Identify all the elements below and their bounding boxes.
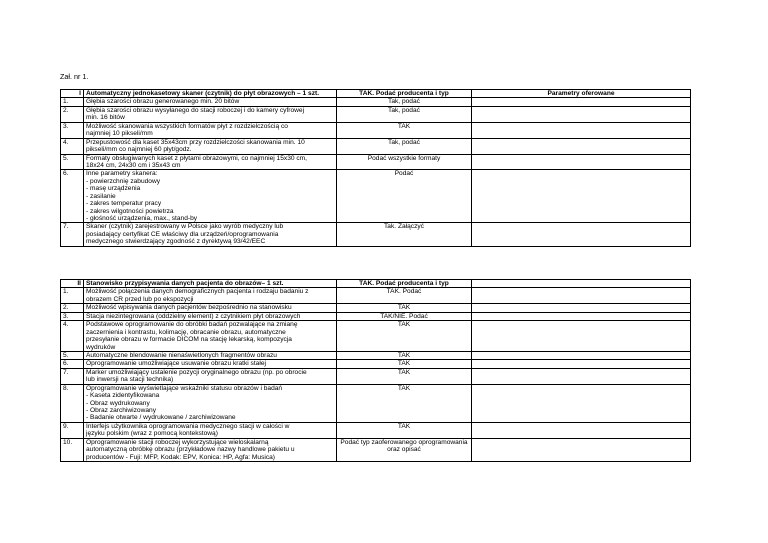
table-header-row — [61, 90, 691, 98]
table-row — [61, 360, 691, 368]
row-number: 6. — [61, 170, 84, 223]
table-row — [61, 170, 691, 223]
description-line: 18x24 cm, 24x30 cm i 35x43 cm — [86, 161, 181, 169]
offered-parameter-cell[interactable] — [472, 170, 691, 223]
row-requirement: TAK — [337, 321, 472, 352]
description-line: Głębia szarości obrazu generowanego min. 20 bitów — [86, 98, 240, 106]
offered-parameter-cell[interactable] — [472, 154, 691, 170]
offered-parameter-cell[interactable] — [472, 106, 691, 122]
row-requirement: Tak, podać — [337, 106, 472, 122]
description-line: posiadający certyfikat CE właściwy dla urządzeń/oprogramowania — [86, 230, 279, 238]
description-line: przesyłanie obrazu w formacie DICOM na stację lekarską, kompozycja — [86, 336, 292, 344]
offered-parameter-cell[interactable] — [472, 422, 691, 438]
table-row — [61, 98, 691, 106]
scanner-spec-table — [60, 89, 691, 247]
row-requirement: TAK/NIE. Podać — [337, 312, 472, 320]
section-title: Automatyczny jednokasetowy skaner (czytnik) do płyt obrazowych – 1 szt. — [84, 90, 337, 98]
table-row — [61, 438, 691, 461]
table-row — [61, 154, 691, 170]
row-requirement: Tak, podać — [337, 98, 472, 106]
row-number: 3. — [61, 312, 84, 320]
description-line: Podstawowe oprogramowanie do obróbki badań pozwalające na zmianę — [86, 321, 298, 329]
description-line: Oprogramowanie stacji roboczej wykorzystujące wieloskalarną — [86, 438, 269, 446]
row-number: 7. — [61, 223, 84, 246]
description-line: Głębia szarości obrazu wysyłanego do stacji roboczej i do kamery cyfrowej — [86, 106, 305, 114]
description-line: - zakres wilgotności powietrza — [86, 207, 174, 215]
row-description — [84, 138, 337, 154]
row-description — [84, 438, 337, 461]
row-number: 9. — [61, 422, 84, 438]
section-title: Stanowisko przypisywania danych pacjenta do obrazów– 1 szt. — [84, 280, 337, 288]
table-row — [61, 384, 691, 422]
row-description — [84, 368, 337, 384]
description-line: medycznego stwierdzający zgodność z dyrektywą 93/42/EEC — [86, 238, 266, 246]
offered-parameter-cell[interactable] — [472, 321, 691, 352]
description-line: - Obraz zarchiwizowany — [86, 407, 156, 414]
row-description — [84, 223, 337, 246]
description-line: Oprogramowanie umożliwiające usuwanie obrazu kratki stałej — [86, 360, 266, 368]
offered-parameters-header: Parametry oferowane — [472, 90, 691, 98]
row-number: 2. — [61, 304, 84, 312]
offered-parameter-cell[interactable] — [472, 304, 691, 312]
description-line: zaczernienia i kontrastu, kolimację, obracanie obrazu, automatyczne — [86, 328, 286, 336]
offered-parameter-cell[interactable] — [472, 351, 691, 359]
row-requirement: Tak. Załączyć — [337, 223, 472, 246]
description-line: Formaty obsługiwanych kaset z płytami obrazowymi, co najmniej 15x30 cm, — [86, 154, 307, 162]
row-description — [84, 304, 337, 312]
description-line: Oprogramowanie wyświetlające wskaźniki statusu obrazów i badań — [86, 384, 283, 392]
description-line: wydruków — [86, 343, 116, 351]
row-description — [84, 351, 337, 359]
description-line: Przepustowość dla kaset 35x43cm przy rozdzielczości skanowania min. 10 — [86, 138, 305, 146]
row-requirement: TAK — [337, 384, 472, 422]
row-number: 5. — [61, 351, 84, 359]
offered-parameter-cell[interactable] — [472, 223, 691, 246]
row-number: 4. — [61, 321, 84, 352]
row-number: 1. — [61, 98, 84, 106]
row-requirement: TAK — [337, 422, 472, 438]
row-description — [84, 288, 337, 304]
table-row — [61, 223, 691, 246]
row-description — [84, 170, 337, 223]
row-number: 2. — [61, 106, 84, 122]
section-number: I — [61, 90, 84, 98]
description-line: - zasilanie — [86, 192, 116, 200]
offered-parameter-cell[interactable] — [472, 122, 691, 138]
description-line: producentów - Fuji: MFP, Kodak: EPV, Konica: HP, Agfa: Musica) — [86, 453, 275, 461]
row-number: 3. — [61, 122, 84, 138]
table-row — [61, 312, 691, 320]
row-requirement: TAK — [337, 304, 472, 312]
offered-parameters-cell — [472, 280, 691, 288]
row-description — [84, 384, 337, 422]
row-description — [84, 122, 337, 138]
description-line: Skaner (czytnik) zarejestrowany w Polsce jako wyrób medyczny lub — [86, 223, 284, 231]
table-row — [61, 304, 691, 312]
offered-parameter-cell[interactable] — [472, 98, 691, 106]
description-line: Marker umożliwiający ustalenie pozycji oryginalnego obrazu (np. po obrocie — [86, 368, 307, 376]
row-requirement: TAK — [337, 368, 472, 384]
offered-parameter-cell[interactable] — [472, 368, 691, 384]
section-number: II — [61, 280, 84, 288]
row-requirement: TAK. Podać — [337, 288, 472, 304]
description-line: Możliwość skanowania wszystkich formatów płyt z rozdzielczością co — [86, 122, 288, 130]
description-line: min. 16 bitów — [86, 114, 125, 122]
description-line: - Obraz wydrukowany — [86, 399, 150, 407]
description-line: Automatyczne blendowanie nienaświetlonych fragmentów obrazu — [86, 351, 277, 359]
row-requirement: TAK — [337, 360, 472, 368]
description-line: języku polskim (wraz z pomocą kontekstową) — [86, 430, 218, 438]
description-line: pikseli/mm co najmniej 60 płyt/godz. — [86, 146, 192, 154]
table-row — [61, 422, 691, 438]
description-line: Możliwość wpisywania danych pacjentów bezpośrednio na stanowisku — [86, 304, 292, 312]
table-row — [61, 288, 691, 304]
table-row — [61, 106, 691, 122]
row-description — [84, 98, 337, 106]
description-line: najmniej 10 pikseli/mm — [86, 130, 153, 138]
description-line: - powierzchnię zabudowy — [86, 177, 161, 185]
row-number: 8. — [61, 384, 84, 422]
row-requirement: Tak, podać — [337, 138, 472, 154]
row-requirement: Podać wszystkie formaty — [337, 154, 472, 170]
row-number: 1. — [61, 288, 84, 304]
offered-parameter-cell[interactable] — [472, 138, 691, 154]
requirement-header: TAK. Podać producenta i typ — [337, 280, 472, 288]
offered-parameter-cell[interactable] — [472, 360, 691, 368]
row-number: 7. — [61, 368, 84, 384]
table-row — [61, 351, 691, 359]
description-line: - zakres temperatur pracy — [86, 200, 162, 208]
description-line: Możliwość połączenia danych demograficznych pacjenta i rodzaju badaniu z — [86, 288, 309, 296]
row-requirement: TAK — [337, 351, 472, 359]
description-line: - masę urządzenia — [86, 185, 141, 193]
description-line: obrazem CR przed lub po ekspozycji — [86, 295, 194, 303]
description-line: - Badanie otwarte / wydrukowane / zarchiwizowane — [86, 414, 236, 422]
description-line: lub inwersji na stacji technika) — [86, 376, 174, 384]
offered-parameter-cell[interactable] — [472, 438, 691, 461]
attachment-label: Zał. nr 1. — [60, 72, 89, 81]
description-line: - głośność urządzenia, max., stand-by — [86, 215, 198, 222]
description-line: Stacja niezintegrowana (oddzielny element) z czytnikiem płyt obrazowych — [86, 312, 301, 320]
row-description — [84, 360, 337, 368]
table-row — [61, 122, 691, 138]
table-row — [61, 138, 691, 154]
row-requirement: Podać — [337, 170, 472, 223]
row-number: 5. — [61, 154, 84, 170]
requirement-header: TAK. Podać producenta i typ — [337, 90, 472, 98]
row-requirement: Podać typ zaoferowanego oprogramowania oraz opisać — [337, 438, 472, 461]
offered-parameter-cell[interactable] — [472, 312, 691, 320]
row-description — [84, 154, 337, 170]
row-number: 4. — [61, 138, 84, 154]
offered-parameter-cell[interactable] — [472, 288, 691, 304]
row-number: 10. — [61, 438, 84, 461]
row-requirement: TAK — [337, 122, 472, 138]
row-description — [84, 321, 337, 352]
description-line: Interfejs użytkownika oprogramowania medycznego stacji w całości w — [86, 422, 290, 430]
description-line: Inne parametry skanera: — [86, 170, 158, 178]
description-line: - Kaseta zidentyfikowana — [86, 392, 160, 400]
table-header-row — [61, 280, 691, 288]
row-description — [84, 312, 337, 320]
row-number: 6. — [61, 360, 84, 368]
row-description — [84, 422, 337, 438]
station-spec-table — [60, 279, 691, 462]
table-row — [61, 321, 691, 352]
row-description — [84, 106, 337, 122]
table-row — [61, 368, 691, 384]
description-line: automatyczną obróbkę obrazu (przykładowe nazwy handlowe pakietu u — [86, 446, 295, 454]
offered-parameter-cell[interactable] — [472, 384, 691, 422]
